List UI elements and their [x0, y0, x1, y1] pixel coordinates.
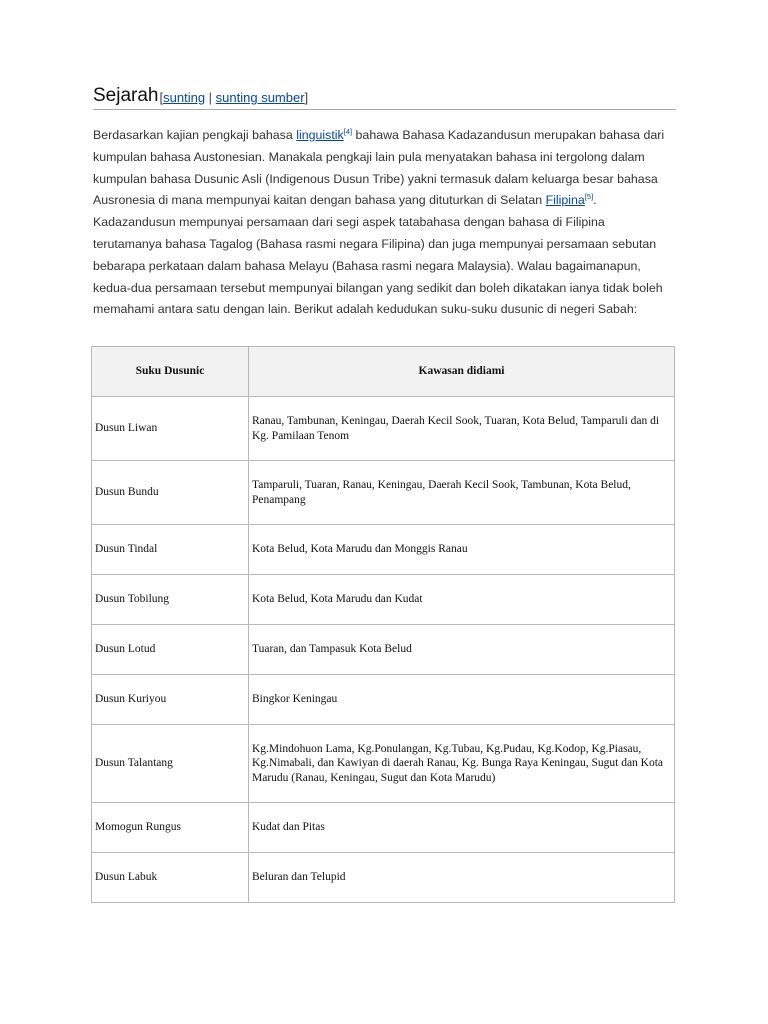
tribe-area: Beluran dan Telupid	[249, 853, 675, 903]
tribe-area: Bingkor Keningau	[249, 675, 675, 725]
tribe-area: Ranau, Tambunan, Keningau, Daerah Kecil Sook, Tuaran, Kota Belud, Tamparuli dan di Kg. Pamilaan Tenom	[249, 397, 675, 461]
table-row	[92, 853, 675, 903]
table-row	[92, 803, 675, 853]
filipina-link[interactable]: Filipina	[545, 193, 585, 208]
table-row	[92, 525, 675, 575]
tribe-name: Dusun Talantang	[92, 725, 249, 803]
edit-link[interactable]: sunting	[163, 90, 206, 105]
edit-links	[160, 90, 309, 106]
link-separator: |	[205, 90, 216, 105]
table-row	[92, 625, 675, 675]
reference-5[interactable]: [5]	[584, 192, 594, 202]
intro-text-1: Berdasarkan kajian pengkaji bahasa	[93, 128, 297, 142]
table-row	[92, 725, 675, 803]
tribe-area: Tamparuli, Tuaran, Ranau, Keningau, Daerah Kecil Sook, Tambunan, Kota Belud, Penampang	[249, 461, 675, 525]
edit-source-link[interactable]: sunting sumber	[215, 90, 305, 105]
tribe-area: Kota Belud, Kota Marudu dan Monggis Ranau	[249, 525, 675, 575]
tribe-area: Tuaran, dan Tampasuk Kota Belud	[249, 625, 675, 675]
section-heading	[93, 84, 676, 110]
section-title: Sejarah	[93, 85, 159, 106]
dusunic-tribes-table	[91, 346, 675, 903]
intro-paragraph	[93, 125, 676, 321]
table-row	[92, 675, 675, 725]
tribe-name: Momogun Rungus	[92, 803, 249, 853]
tribe-name: Dusun Lotud	[92, 625, 249, 675]
table-row	[92, 461, 675, 525]
tribe-name: Dusun Bundu	[92, 461, 249, 525]
close-bracket: ]	[304, 90, 309, 105]
open-bracket: [	[159, 90, 164, 105]
tribe-name: Dusun Liwan	[92, 397, 249, 461]
table-header-row	[92, 347, 675, 397]
tribe-name: Dusun Kuriyou	[92, 675, 249, 725]
tribe-area: Kg.Mindohuon Lama, Kg.Ponulangan, Kg.Tubau, Kg.Pudau, Kg.Kodop, Kg.Piasau, Kg.Nimabali, dan Kawiyan di daerah Ranau, Kg. Bunga Raya Keningau, Sugut dan Kota Marudu (Ranau, Keningau, Sugut dan Kota Marudu)	[249, 725, 675, 803]
tribe-name: Dusun Tindal	[92, 525, 249, 575]
tribe-area: Kota Belud, Kota Marudu dan Kudat	[249, 575, 675, 625]
table-row	[92, 575, 675, 625]
intro-text-3: . Kadazandusun mempunyai persamaan dari segi aspek tatabahasa dengan bahasa di Filipina terutamanya bahasa Tagalog (Bahasa rasmi negara Filipina) dan juga mempunyai persamaan sebutan bebarapa perkataan dalam bahasa Melayu (Bahasa rasmi negara Malaysia). Walau bagaimanapun, kedua-dua persamaan tersebut mempunyai bilangan yang sedikit dan boleh dikatakan ianya tidak boleh memahami antara satu dengan lain. Berikut adalah kedudukan suku-suku dusunic di negeri Sabah:	[93, 193, 663, 317]
linguistik-link[interactable]: linguistik	[296, 128, 344, 142]
reference-4[interactable]: [4]	[343, 127, 353, 136]
intro-text-2: bahawa Bahasa Kadazandusun merupakan bahasa dari kumpulan bahasa Austonesian. Manakala pengkaji lain pula menyatakan bahasa ini tergolong dalam kumpulan bahasa Dusunic Asli (Indigenous Dusun Tribe) yakni termasuk dalam keluarga besar bahasa Ausronesia di mana mempunyai kaitan dengan bahasa yang dituturkan di Selatan	[93, 128, 665, 208]
table-row	[92, 397, 675, 461]
header-suku-dusunic: Suku Dusunic	[92, 347, 249, 397]
header-kawasan-didiami: Kawasan didiami	[249, 347, 675, 397]
article-section	[93, 84, 676, 334]
tribe-name: Dusun Tobilung	[92, 575, 249, 625]
tribe-name: Dusun Labuk	[92, 853, 249, 903]
tribe-area: Kudat dan Pitas	[249, 803, 675, 853]
